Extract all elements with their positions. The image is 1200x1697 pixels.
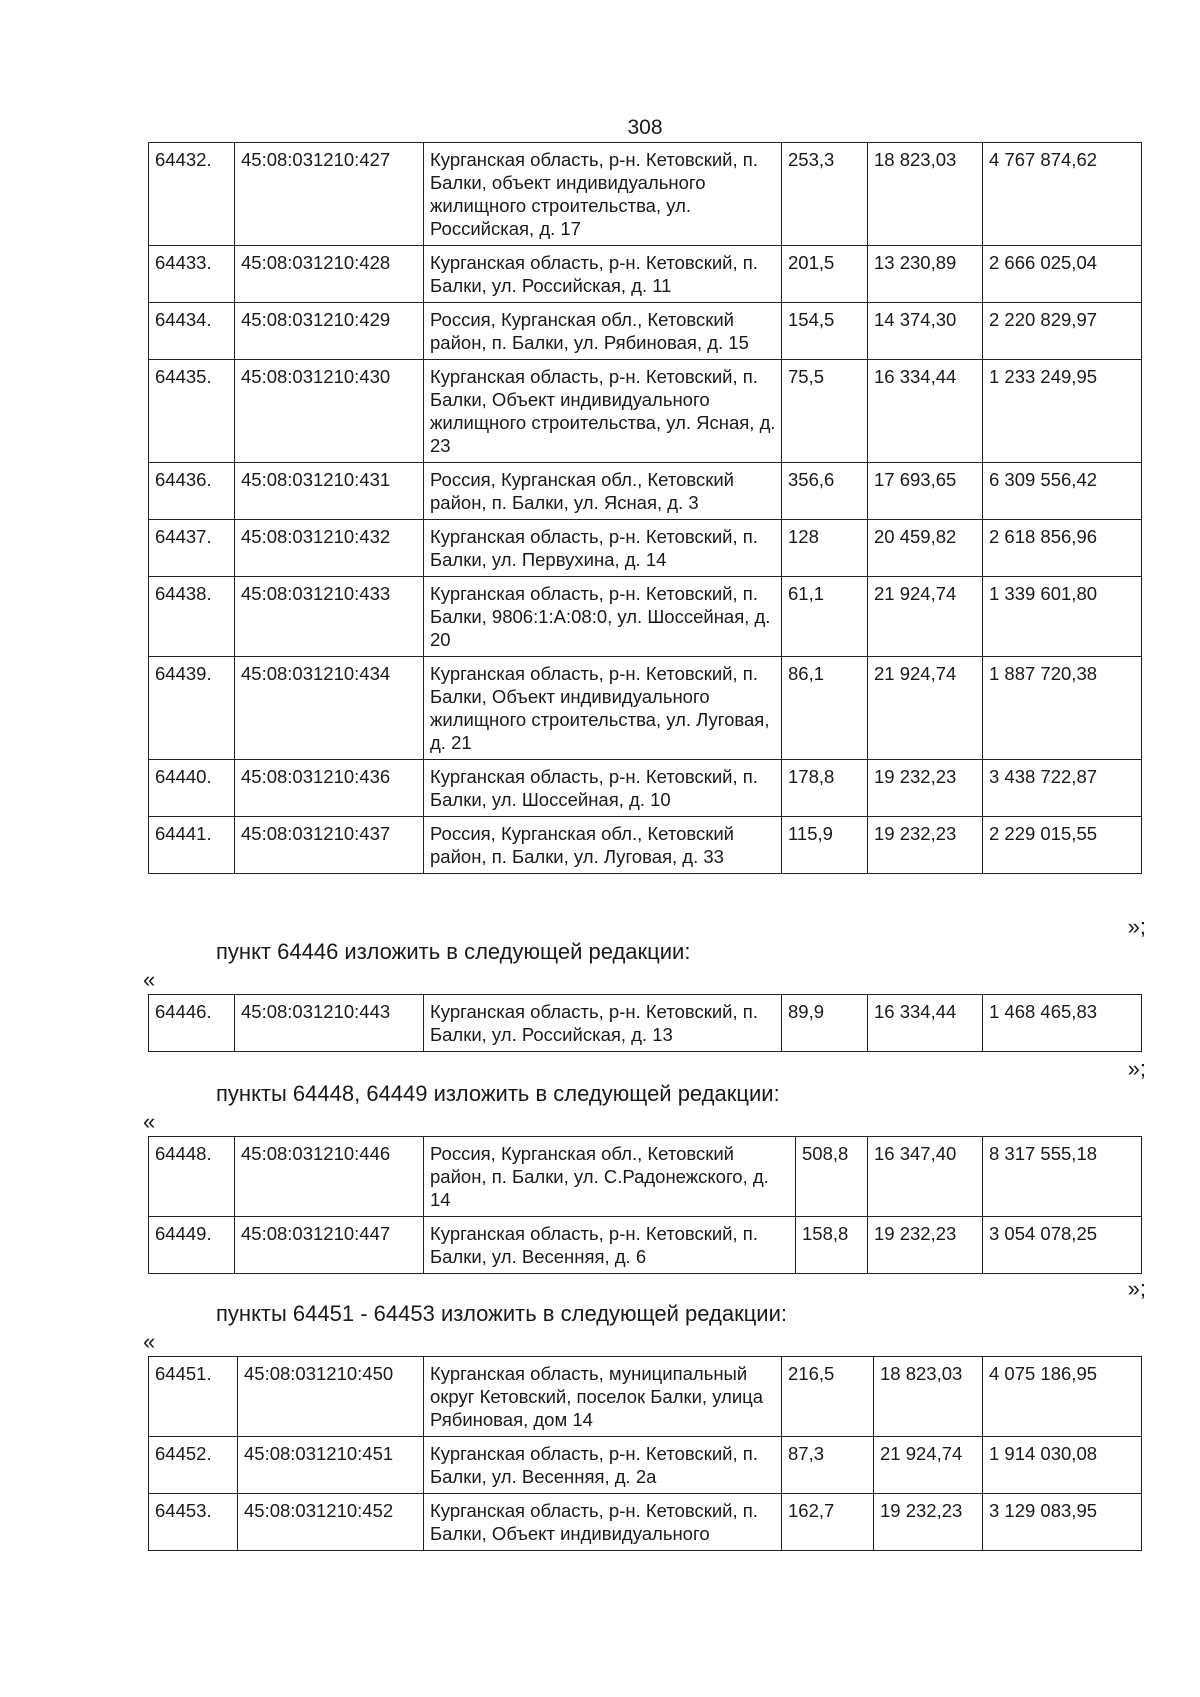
address-cell: Курганская область, муниципальный округ Кетовский, поселок Балки, улица Рябиновая, дом 14 [424,1357,782,1437]
cadastral-rate-cell: 16 334,44 [868,360,983,463]
row-number-cell: 64432. [149,143,235,246]
area-cell: 128 [782,520,868,577]
cadastral-value-cell: 2 220 829,97 [983,303,1142,360]
property-table-4 [148,1356,1142,1551]
table-row [149,1437,1142,1494]
cadastral-number-cell: 45:08:031210:452 [238,1494,424,1551]
area-cell: 115,9 [782,817,868,874]
area-cell: 162,7 [782,1494,874,1551]
row-number-cell: 64433. [149,246,235,303]
row-number-cell: 64434. [149,303,235,360]
page-number: 308 [627,116,663,139]
table-row [149,246,1142,303]
area-cell: 86,1 [782,657,868,760]
cadastral-number-cell: 45:08:031210:432 [235,520,424,577]
opening-quote-4: « [143,1329,156,1354]
row-number-cell: 64441. [149,817,235,874]
row-number-cell: 64439. [149,657,235,760]
row-number-cell: 64451. [149,1357,238,1437]
opening-quote-2: « [143,967,156,992]
cadastral-number-cell: 45:08:031210:436 [235,760,424,817]
row-number-cell: 64440. [149,760,235,817]
closing-quote-2: »; [1127,1056,1146,1081]
cadastral-rate-cell: 13 230,89 [868,246,983,303]
area-cell: 216,5 [782,1357,874,1437]
address-cell: Курганская область, р-н. Кетовский, п. Балки, объект индивидуального жилищного строительства, ул. Российская, д. 17 [424,143,782,246]
area-cell: 158,8 [796,1217,868,1274]
address-cell: Курганская область, р-н. Кетовский, п. Балки, ул. Весенняя, д. 6 [424,1217,796,1274]
instruction-64451-64453: пункты 64451 - 64453 изложить в следующей редакции: [216,1301,788,1326]
cadastral-value-cell: 6 309 556,42 [983,463,1142,520]
cadastral-rate-cell: 19 232,23 [868,1217,983,1274]
table-row [149,577,1142,657]
address-cell: Курганская область, р-н. Кетовский, п. Балки, ул. Российская, д. 11 [424,246,782,303]
cadastral-number-cell: 45:08:031210:443 [235,995,424,1052]
row-number-cell: 64435. [149,360,235,463]
cadastral-value-cell: 2 666 025,04 [983,246,1142,303]
cadastral-rate-cell: 21 924,74 [868,657,983,760]
cadastral-value-cell: 4 075 186,95 [983,1357,1142,1437]
row-number-cell: 64437. [149,520,235,577]
area-cell: 89,9 [782,995,868,1052]
address-cell: Россия, Курганская обл., Кетовский район, п. Балки, ул. С.Радонежского, д. 14 [424,1137,796,1217]
address-cell: Курганская область, р-н. Кетовский, п. Балки, Объект индивидуального [424,1494,782,1551]
cadastral-value-cell: 1 339 601,80 [983,577,1142,657]
address-cell: Курганская область, р-н. Кетовский, п. Балки, Объект индивидуального жилищного строительства, ул. Луговая, д. 21 [424,657,782,760]
area-cell: 201,5 [782,246,868,303]
address-cell: Россия, Курганская обл., Кетовский район, п. Балки, ул. Ясная, д. 3 [424,463,782,520]
cadastral-value-cell: 3 129 083,95 [983,1494,1142,1551]
cadastral-rate-cell: 17 693,65 [868,463,983,520]
table-row [149,303,1142,360]
cadastral-number-cell: 45:08:031210:427 [235,143,424,246]
area-cell: 356,6 [782,463,868,520]
cadastral-value-cell: 8 317 555,18 [983,1137,1142,1217]
cadastral-rate-cell: 16 347,40 [868,1137,983,1217]
cadastral-rate-cell: 19 232,23 [868,760,983,817]
cadastral-rate-cell: 18 823,03 [868,143,983,246]
instruction-64446: пункт 64446 изложить в следующей редакции: [216,939,691,964]
cadastral-value-cell: 1 914 030,08 [983,1437,1142,1494]
cadastral-value-cell: 1 233 249,95 [983,360,1142,463]
cadastral-number-cell: 45:08:031210:437 [235,817,424,874]
cadastral-rate-cell: 14 374,30 [868,303,983,360]
table-row [149,657,1142,760]
cadastral-number-cell: 45:08:031210:428 [235,246,424,303]
cadastral-rate-cell: 19 232,23 [874,1494,983,1551]
area-cell: 508,8 [796,1137,868,1217]
closing-quote-3: »; [1127,1276,1146,1301]
table-row [149,995,1142,1052]
cadastral-rate-cell: 21 924,74 [868,577,983,657]
row-number-cell: 64449. [149,1217,235,1274]
cadastral-number-cell: 45:08:031210:446 [235,1137,424,1217]
address-cell: Россия, Курганская обл., Кетовский район, п. Балки, ул. Рябиновая, д. 15 [424,303,782,360]
area-cell: 75,5 [782,360,868,463]
address-cell: Курганская область, р-н. Кетовский, п. Балки, ул. Весенняя, д. 2а [424,1437,782,1494]
address-cell: Курганская область, р-н. Кетовский, п. Балки, ул. Российская, д. 13 [424,995,782,1052]
cadastral-value-cell: 3 438 722,87 [983,760,1142,817]
area-cell: 178,8 [782,760,868,817]
cadastral-value-cell: 4 767 874,62 [983,143,1142,246]
table-row [149,1217,1142,1274]
row-number-cell: 64452. [149,1437,238,1494]
table-row [149,760,1142,817]
cadastral-rate-cell: 18 823,03 [874,1357,983,1437]
property-table-3 [148,1136,1142,1274]
area-cell: 87,3 [782,1437,874,1494]
cadastral-rate-cell: 19 232,23 [868,817,983,874]
row-number-cell: 64446. [149,995,235,1052]
address-cell: Курганская область, р-н. Кетовский, п. Балки, ул. Первухина, д. 14 [424,520,782,577]
row-number-cell: 64438. [149,577,235,657]
property-table-2 [148,994,1142,1052]
cadastral-rate-cell: 21 924,74 [874,1437,983,1494]
cadastral-number-cell: 45:08:031210:434 [235,657,424,760]
table-row [149,1357,1142,1437]
cadastral-number-cell: 45:08:031210:447 [235,1217,424,1274]
address-cell: Курганская область, р-н. Кетовский, п. Балки, Объект индивидуального жилищного строительства, ул. Ясная, д. 23 [424,360,782,463]
table-row [149,817,1142,874]
address-cell: Курганская область, р-н. Кетовский, п. Балки, ул. Шоссейная, д. 10 [424,760,782,817]
table-row [149,143,1142,246]
area-cell: 61,1 [782,577,868,657]
table-row [149,360,1142,463]
table-row [149,463,1142,520]
cadastral-number-cell: 45:08:031210:433 [235,577,424,657]
cadastral-number-cell: 45:08:031210:451 [238,1437,424,1494]
table-row [149,1137,1142,1217]
cadastral-value-cell: 2 618 856,96 [983,520,1142,577]
cadastral-rate-cell: 16 334,44 [868,995,983,1052]
cadastral-value-cell: 1 887 720,38 [983,657,1142,760]
cadastral-value-cell: 1 468 465,83 [983,995,1142,1052]
cadastral-number-cell: 45:08:031210:450 [238,1357,424,1437]
row-number-cell: 64436. [149,463,235,520]
closing-quote-1: »; [1127,914,1146,939]
cadastral-number-cell: 45:08:031210:429 [235,303,424,360]
table-row [149,1494,1142,1551]
area-cell: 253,3 [782,143,868,246]
table-row [149,520,1142,577]
cadastral-rate-cell: 20 459,82 [868,520,983,577]
row-number-cell: 64448. [149,1137,235,1217]
cadastral-number-cell: 45:08:031210:430 [235,360,424,463]
instruction-64448-64449: пункты 64448, 64449 изложить в следующей редакции: [216,1081,780,1106]
opening-quote-3: « [143,1109,156,1134]
cadastral-number-cell: 45:08:031210:431 [235,463,424,520]
property-table-1 [148,142,1142,874]
cadastral-value-cell: 2 229 015,55 [983,817,1142,874]
address-cell: Россия, Курганская обл., Кетовский район, п. Балки, ул. Луговая, д. 33 [424,817,782,874]
address-cell: Курганская область, р-н. Кетовский, п. Балки, 9806:1:А:08:0, ул. Шоссейная, д. 20 [424,577,782,657]
area-cell: 154,5 [782,303,868,360]
row-number-cell: 64453. [149,1494,238,1551]
cadastral-value-cell: 3 054 078,25 [983,1217,1142,1274]
